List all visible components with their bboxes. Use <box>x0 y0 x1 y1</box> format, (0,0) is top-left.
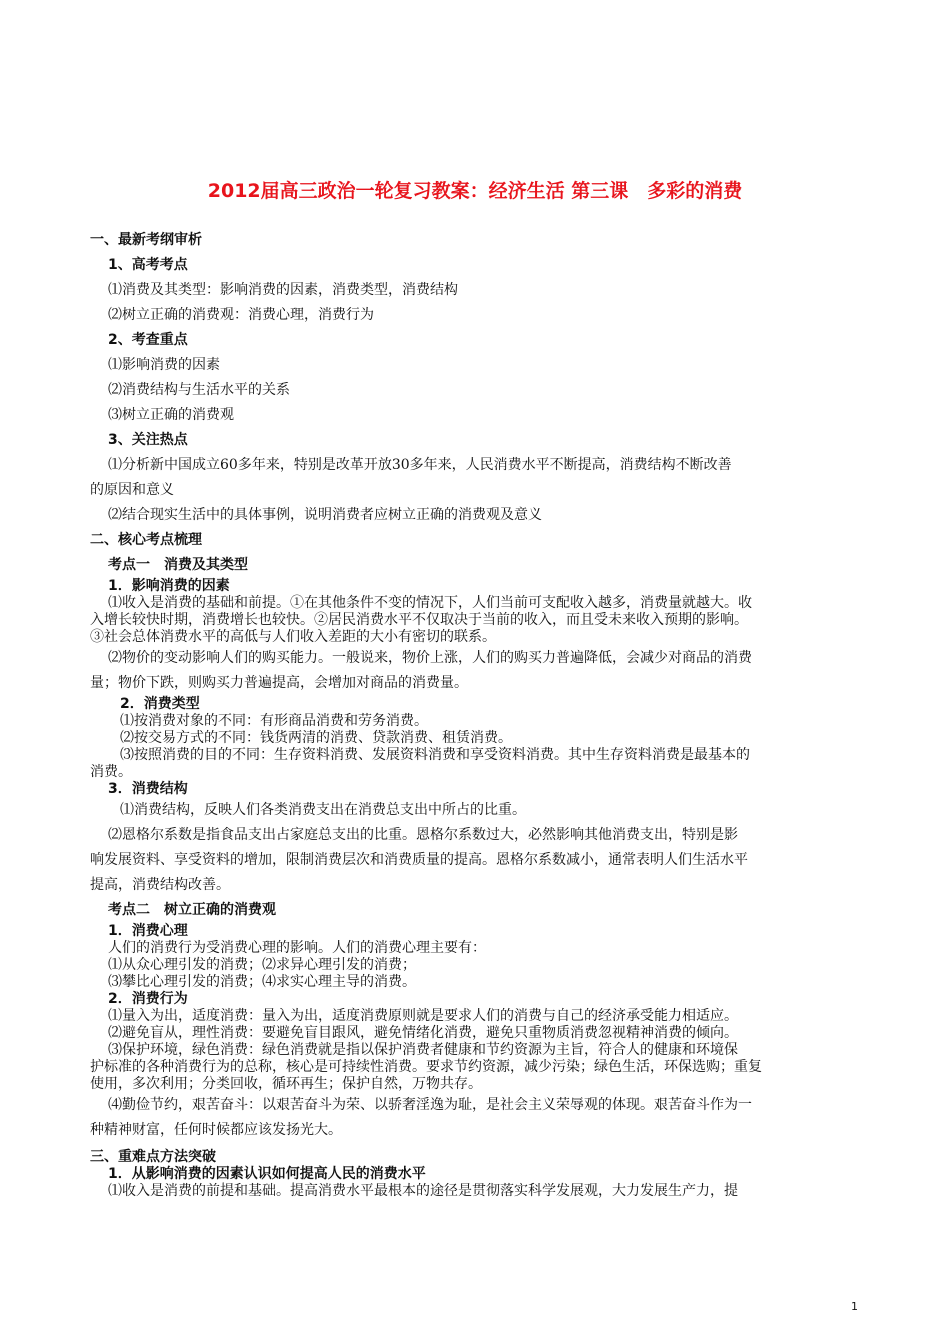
text-line: ⑵物价的变动影响人们的购买能力。一般说来，物价上涨，人们的购买力普遍降低，会减少对商品的消费 <box>108 650 752 666</box>
text-line: ③社会总体消费水平的高低与人们收入差距的大小有密切的联系。 <box>90 629 496 645</box>
section-heading: 一、最新考纲审析 <box>90 232 202 248</box>
text-line: ⑴收入是消费的基础和前提。①在其他条件不变的情况下，人们当前可支配收入越多，消费量就越大。收 <box>108 595 752 611</box>
subsection-heading: 1．消费心理 <box>108 923 188 939</box>
subsection-heading: 1、高考考点 <box>108 257 188 273</box>
page-number: 1 <box>851 1300 858 1313</box>
text-line: 量；物价下跌，则购买力普遍提高，会增加对商品的消费量。 <box>90 675 468 691</box>
text-line: ⑶按照消费的目的不同：生存资料消费、发展资料消费和享受资料消费。其中生存资料消费是最基本的 <box>120 747 750 763</box>
subsection-heading: 2．消费类型 <box>120 696 200 712</box>
text-line: 人们的消费行为受消费心理的影响。人们的消费心理主要有： <box>108 940 486 956</box>
text-line: ⑵避免盲从，理性消费：要避免盲目跟风，避免情绪化消费，避免只重物质消费忽视精神消费的倾向。 <box>108 1025 738 1041</box>
subsection-heading: 1．影响消费的因素 <box>108 578 230 594</box>
text-line: ⑶攀比心理引发的消费；⑷求实心理主导的消费。 <box>108 974 416 990</box>
text-line: ⑴分析新中国成立60多年来，特别是改革开放30多年来，人民消费水平不断提高，消费结构不断改善 <box>108 457 732 473</box>
text-line: ⑴收入是消费的前提和基础。提高消费水平最根本的途径是贯彻落实科学发展观，大力发展生产力，提 <box>108 1183 738 1199</box>
text-line: ⑶保护环境，绿色消费：绿色消费就是指以保护消费者健康和节约资源为主旨，符合人的健康和环境保 <box>108 1042 738 1058</box>
subsection-heading: 3、关注热点 <box>108 432 188 448</box>
subsection-heading: 2．消费行为 <box>108 991 188 1007</box>
subsection-heading: 2、考查重点 <box>108 332 188 348</box>
text-line: 提高，消费结构改善。 <box>90 877 230 893</box>
text-line: ⑵树立正确的消费观：消费心理，消费行为 <box>108 307 374 323</box>
text-line: ⑵消费结构与生活水平的关系 <box>108 382 290 398</box>
topic-heading: 考点二 树立正确的消费观 <box>108 902 276 918</box>
section-heading: 二、核心考点梳理 <box>90 532 202 548</box>
document-body <box>90 228 860 1200</box>
text-line: ⑴影响消费的因素 <box>108 357 220 373</box>
text-line: 护标准的各种消费行为的总称，核心是可持续性消费。要求节约资源，减少污染；绿色生活，环保选购；重复 <box>90 1059 762 1075</box>
text-line: 消费。 <box>90 764 132 780</box>
text-line: 入增长较快时期，消费增长也较快。②居民消费水平不仅取决于当前的收入，而且受未来收入预期的影响。 <box>90 612 748 628</box>
text-line: ⑵按交易方式的不同：钱货两清的消费、贷款消费、租赁消费。 <box>120 730 512 746</box>
text-line: ⑴量入为出，适度消费：量入为出，适度消费原则就是要求人们的消费与自己的经济承受能力相适应。 <box>108 1008 738 1024</box>
text-line: 使用，多次利用；分类回收，循环再生；保护自然，万物共存。 <box>90 1076 482 1092</box>
text-line: 的原因和意义 <box>90 482 174 498</box>
text-line: ⑴从众心理引发的消费；⑵求异心理引发的消费； <box>108 957 416 973</box>
text-line: ⑴按消费对象的不同：有形商品消费和劳务消费。 <box>120 713 428 729</box>
subsection-heading: 3．消费结构 <box>108 781 188 797</box>
text-line: ⑵结合现实生活中的具体事例，说明消费者应树立正确的消费观及意义 <box>108 507 542 523</box>
text-line: 种精神财富，任何时候都应该发扬光大。 <box>90 1122 342 1138</box>
text-line: ⑷勤俭节约，艰苦奋斗：以艰苦奋斗为荣、以骄奢淫逸为耻，是社会主义荣辱观的体现。艰苦奋斗作为一 <box>108 1097 752 1113</box>
topic-heading: 考点一 消费及其类型 <box>108 557 248 573</box>
text-line: ⑵恩格尔系数是指食品支出占家庭总支出的比重。恩格尔系数过大，必然影响其他消费支出，特别是影 <box>108 827 738 843</box>
subsection-heading: 1．从影响消费的因素认识如何提高人民的消费水平 <box>108 1166 426 1182</box>
text-line: ⑴消费及其类型：影响消费的因素，消费类型，消费结构 <box>108 282 458 298</box>
text-line: ⑴消费结构，反映人们各类消费支出在消费总支出中所占的比重。 <box>120 802 526 818</box>
text-line: 响发展资料、享受资料的增加，限制消费层次和消费质量的提高。恩格尔系数减小，通常表明人们生活水平 <box>90 852 748 868</box>
document-title: 2012届高三政治一轮复习教案：经济生活 第三课 多彩的消费 <box>207 180 743 202</box>
text-line: ⑶树立正确的消费观 <box>108 407 234 423</box>
section-heading: 三、重难点方法突破 <box>90 1149 216 1165</box>
